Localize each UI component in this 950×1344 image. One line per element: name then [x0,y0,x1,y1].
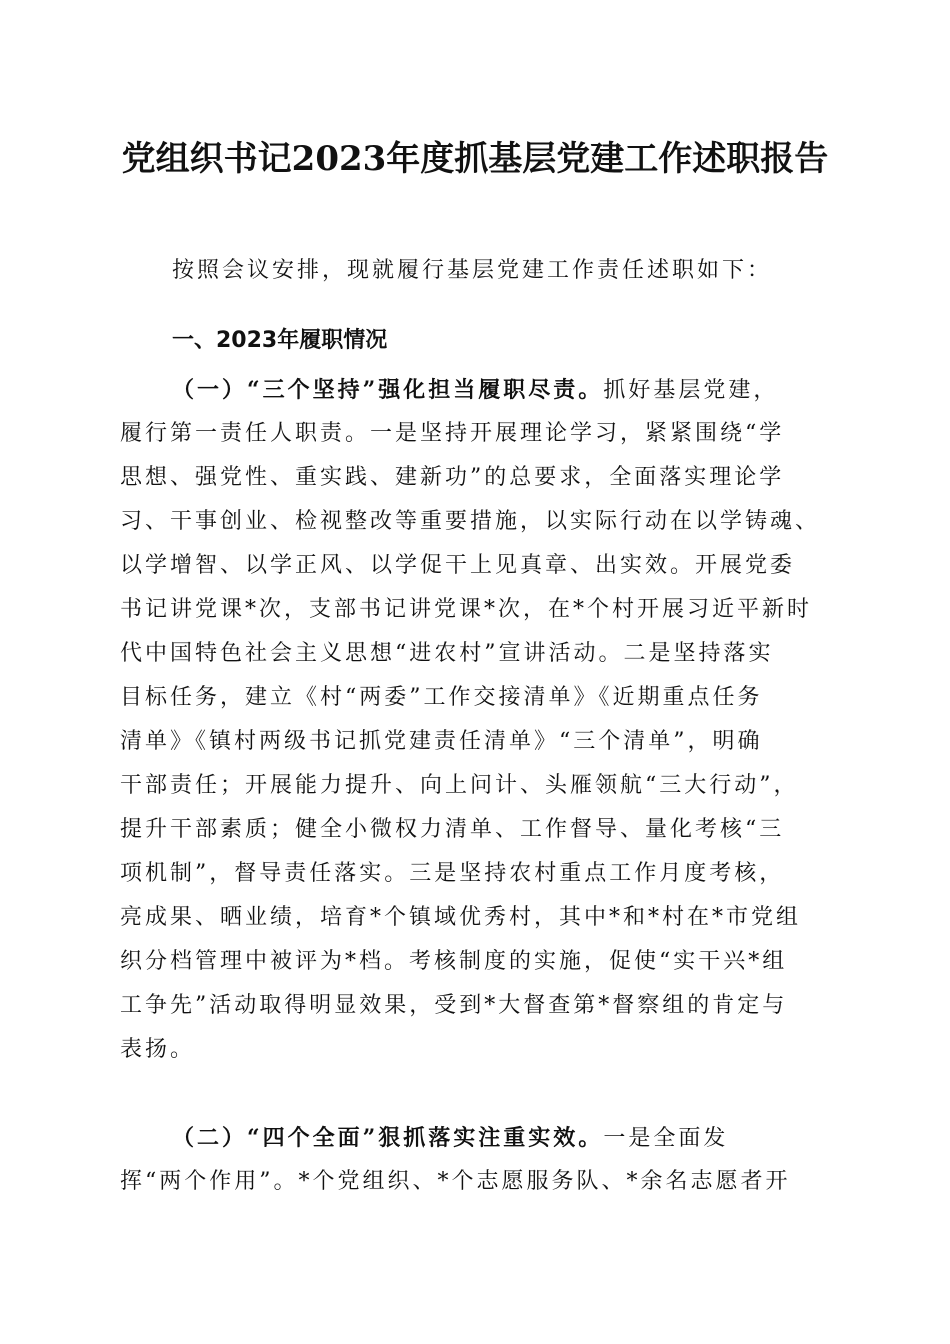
paragraph-text: 一是全面发 [603,1126,729,1151]
paragraph-line: 表扬。 [120,1037,196,1062]
paragraph-line: 挥“两个作用”。*个党组织、*个志愿服务队、*余名志愿者开 [120,1169,791,1194]
paragraph-line: 提升干部素质；健全小微权力清单、工作督导、量化考核“三 [120,817,785,842]
paragraph-line: 项机制”，督导责任落实。三是坚持农村重点工作月度考核， [120,861,785,886]
paragraph-line: 履行第一责任人职责。一是坚持开展理论学习，紧紧围绕“学 [120,421,785,446]
paragraph-line: 习、干事创业、检视整改等重要措施，以实际行动在以学铸魂、 [120,509,821,534]
paragraph-line: 织分档管理中被评为*档。考核制度的实施，促使“实干兴*组 [120,949,788,974]
paragraph-line: 书记讲党课*次，支部书记讲党课*次，在*个村开展习近平新时 [120,597,813,622]
paragraph-line: 亮成果、晒业绩，培育*个镇域优秀村，其中*和*村在*市党组 [120,905,802,930]
paragraph-line: 清单》《镇村两级书记抓党建责任清单》“三个清单”，明确 [120,729,763,754]
paragraph-line: 思想、强党性、重实践、建新功”的总要求，全面落实理论学 [120,465,785,490]
body-text [120,368,840,1204]
intro-paragraph: 按照会议安排，现就履行基层党建工作责任述职如下： [172,258,773,283]
paragraph-text: 抓好基层党建， [603,378,779,403]
subsection-heading: （二）“四个全面”狠抓落实注重实效。 [172,1125,604,1151]
paragraph-line [120,368,840,412]
paragraph-line [120,1116,840,1160]
paragraph-line: 目标任务，建立《村“两委”工作交接清单》《近期重点任务 [120,685,763,710]
subsection-heading: （一）“三个坚持”强化担当履职尽责。 [172,377,604,403]
paragraph-line: 代中国特色社会主义思想“进农村”宣讲活动。二是坚持落实 [120,641,774,666]
paragraph-line: 干部责任；开展能力提升、向上问计、头雁领航“三大行动”， [120,773,799,798]
paragraph-line: 以学增智、以学正风、以学促干上见真章、出实效。开展党委 [120,553,796,578]
paragraph-line: 工争先”活动取得明显效果，受到*大督查第*督察组的肯定与 [120,993,788,1018]
section-heading: 一、2023年履职情况 [172,328,388,353]
document-title: 党组织书记2023年度抓基层党建工作述职报告 [121,139,829,179]
